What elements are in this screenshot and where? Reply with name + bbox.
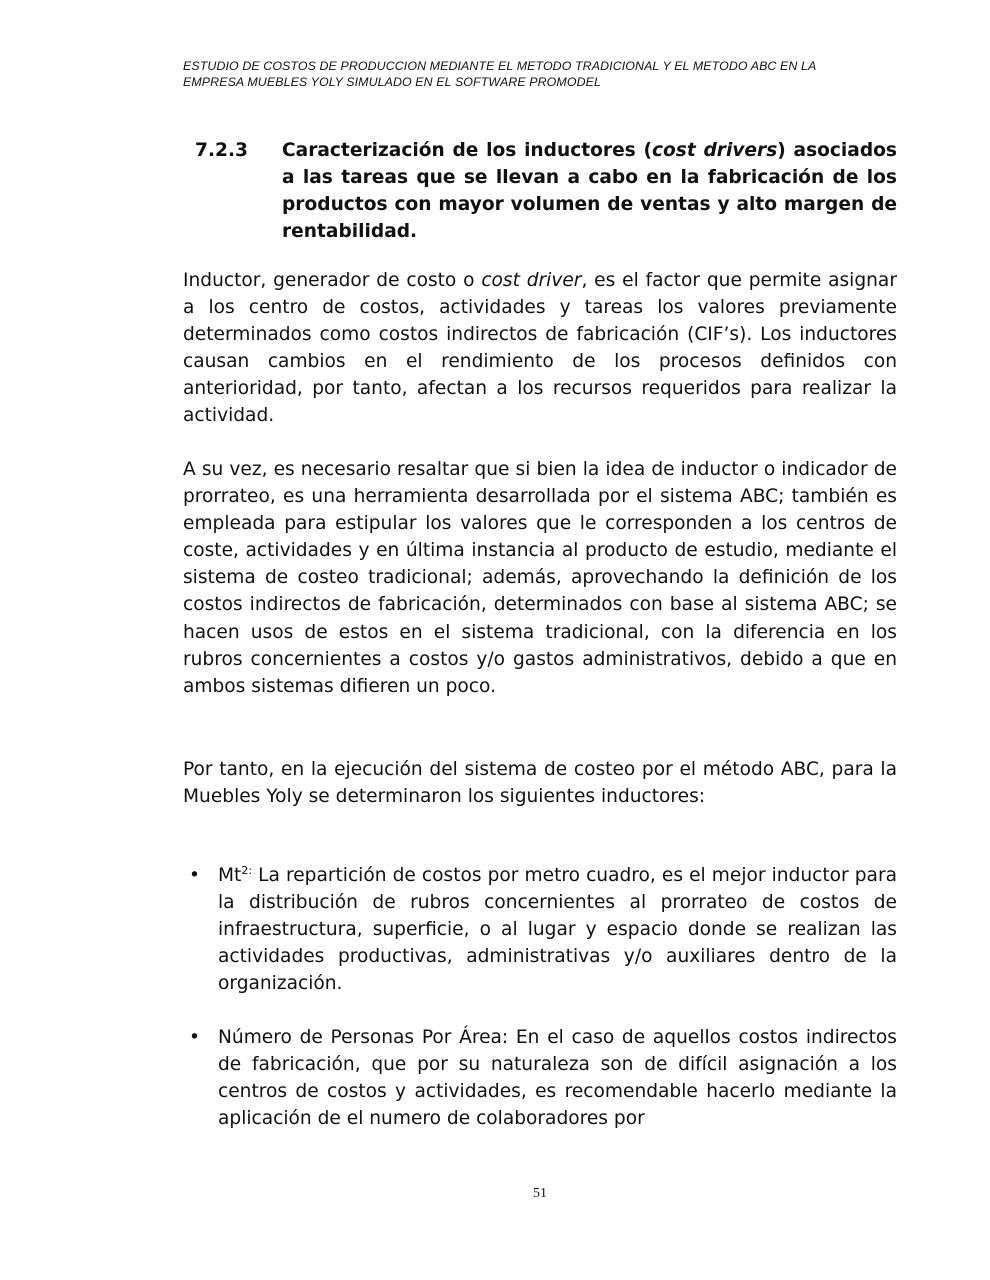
list-item bbox=[183, 1024, 897, 1132]
page-number: 51 bbox=[533, 1186, 547, 1201]
paragraph-abc-and-traditional: A su vez, es necesario resaltar que si bien la idea de inductor o indicador de prorrateo, es una herramienta desarrollada por el sistema ABC; también es empleada para estipular los valores que le corresponden a los centros de coste, actividades y en última instancia al producto de estudio, mediante el sistema de costeo tradicional; además, aprovechando la definición de los costos indirectos de fabricación, determinados con base al sistema ABC; se hacen usos de estos en el sistema tradicional, con la diferencia en los rubros concernientes a costos y/o gastos administrativos, debido a que en ambos sistemas difieren un poco. bbox=[183, 459, 897, 697]
bullet-icon: • bbox=[189, 1027, 200, 1048]
section-heading bbox=[195, 137, 897, 245]
bullet-list bbox=[183, 1024, 897, 1132]
paragraph1-italic: cost driver bbox=[481, 270, 582, 291]
list-item bbox=[183, 862, 897, 997]
section-title-italic: cost drivers bbox=[651, 140, 778, 161]
paragraph-determined-inductors: Por tanto, en la ejecución del sistema de costeo por el método ABC, para la Muebles Yoly se determinaron los siguientes inductores: bbox=[183, 759, 897, 808]
paragraph1-part-1: Inductor, generador de costo o bbox=[183, 270, 482, 291]
bullet-term: Mt bbox=[218, 865, 242, 886]
bullet-term-superscript: 2: bbox=[241, 863, 253, 877]
paragraph1-part-2: , es el factor que permite asignar a los centro de costos, actividades y tareas los valores previamente determinados como costos indirectos de fabricación (CIF’s). Los inductores causan cambios en el rendimiento de los procesos definidos con anterioridad, por tanto, afectan a los recursos requeridos para realizar la actividad. bbox=[183, 270, 897, 427]
section-title-part-2: ) asociados a las tareas que se llevan a cabo en la fabricación de los productos con mayor volumen de ventas y alto margen de rentabilidad. bbox=[282, 140, 898, 242]
running-header-line-2: EMPRESA MUEBLES YOLY SIMULADO EN EL SOFTWARE PROMODEL bbox=[183, 75, 601, 89]
paragraph-inductor-definition bbox=[183, 267, 897, 430]
bullet-text: La repartición de costos por metro cuadro, es el mejor inductor para la distribución de rubros concernientes al prorrateo de costos de infraestructura, superficie, o al lugar y espacio donde se realizan las actividades productivas, administrativas y/o auxiliares dentro de la organización. bbox=[218, 865, 897, 995]
section-title bbox=[282, 137, 897, 245]
section-title-part-1: Caracterización de los inductores ( bbox=[282, 140, 652, 161]
bullet-text: Número de Personas Por Área: En el caso de aquellos costos indirectos de fabricación, que por su naturaleza son de difícil asignación a los centros de costos y actividades, es recomendable hacerlo mediante la aplicación de el numero de colaboradores por bbox=[218, 1027, 897, 1130]
bullet-icon: • bbox=[189, 865, 200, 886]
section-number: 7.2.3 bbox=[195, 140, 248, 161]
running-header-line-1: ESTUDIO DE COSTOS DE PRODUCCION MEDIANTE EL METODO TRADICIONAL Y EL METODO ABC EN LA bbox=[183, 59, 817, 73]
bullet-list bbox=[183, 862, 897, 997]
running-header bbox=[183, 58, 883, 90]
